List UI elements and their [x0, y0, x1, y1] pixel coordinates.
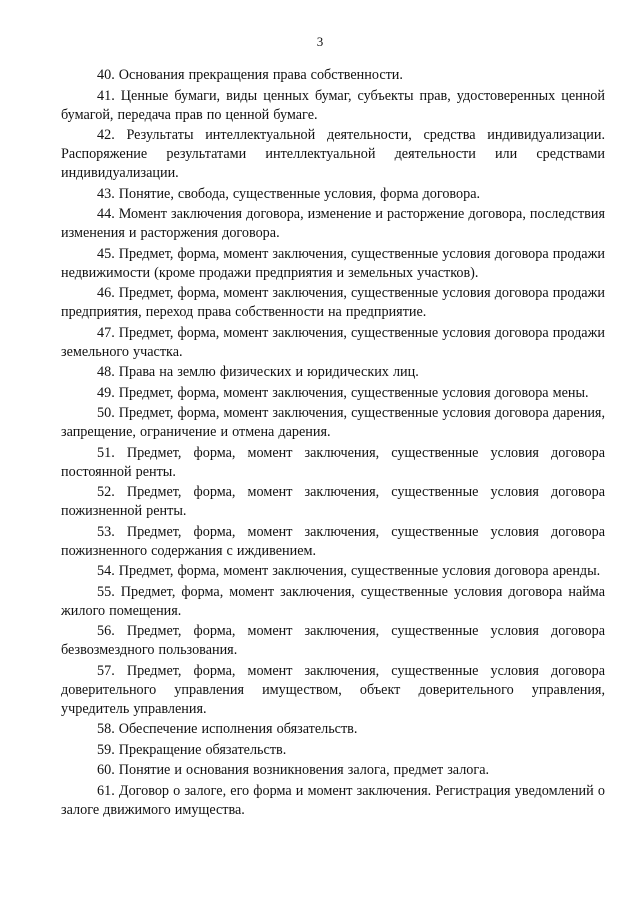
list-item: 44. Момент заключения договора, изменение и расторжение договора, последствия изменения и расторжения договора.: [61, 206, 605, 241]
list-item: 61. Договор о залоге, его форма и момент заключения. Регистрация уведомлений о залоге движимого имущества.: [61, 782, 605, 818]
list-item: 50. Предмет, форма, момент заключения, существенные условия договора дарения, запрещение, ограничение и отмена дарения.: [61, 405, 605, 440]
list-item: 48. Права на землю физических и юридических лиц.: [97, 364, 419, 380]
question-list: [61, 66, 605, 821]
list-item: 40. Основания прекращения права собственности.: [97, 67, 403, 83]
list-item: 47. Предмет, форма, момент заключения, существенные условия договора продажи земельного участка.: [61, 324, 605, 360]
list-item: 53. Предмет, форма, момент заключения, существенные условия договора пожизненного содержания с иждивением.: [61, 523, 605, 559]
list-item: 60. Понятие и основания возникновения залога, предмет залога.: [97, 762, 490, 778]
list-item: 43. Понятие, свобода, существенные условия, форма договора.: [97, 185, 481, 202]
list-item: 52. Предмет, форма, момент заключения, существенные условия договора пожизненной ренты.: [61, 484, 605, 519]
list-item: 49. Предмет, форма, момент заключения, существенные условия договора мены.: [97, 384, 589, 401]
list-item: 56. Предмет, форма, момент заключения, существенные условия договора безвозмездного пользования.: [61, 623, 605, 658]
list-item: 45. Предмет, форма, момент заключения, существенные условия договора продажи недвижимости (кроме продажи предприятия и земельных участков).: [61, 245, 605, 281]
list-item: 55. Предмет, форма, момент заключения, существенные условия договора найма жилого помещения.: [61, 583, 605, 619]
page-number: 3: [316, 34, 324, 49]
list-item: 42. Результаты интеллектуальной деятельности, средства индивидуализации. Распоряжение результатами интеллектуальной деятельности или средствами индивидуализации.: [61, 127, 605, 181]
list-item: 46. Предмет, форма, момент заключения, существенные условия договора продажи предприятия, переход права собственности на предприятие.: [61, 285, 605, 320]
list-item: 54. Предмет, форма, момент заключения, существенные условия договора аренды.: [97, 563, 601, 579]
list-item: 51. Предмет, форма, момент заключения, существенные условия договора постоянной ренты.: [61, 444, 605, 480]
list-item: 58. Обеспечение исполнения обязательств.: [97, 721, 358, 737]
list-item: 41. Ценные бумаги, виды ценных бумаг, субъекты прав, удостоверенных ценной бумагой, передача прав по ценной бумаге.: [61, 87, 605, 123]
list-item: 59. Прекращение обязательств.: [97, 741, 287, 758]
list-item: 57. Предмет, форма, момент заключения, существенные условия договора доверительного управления имуществом, объект доверительного управления, учредитель управления.: [61, 662, 605, 717]
